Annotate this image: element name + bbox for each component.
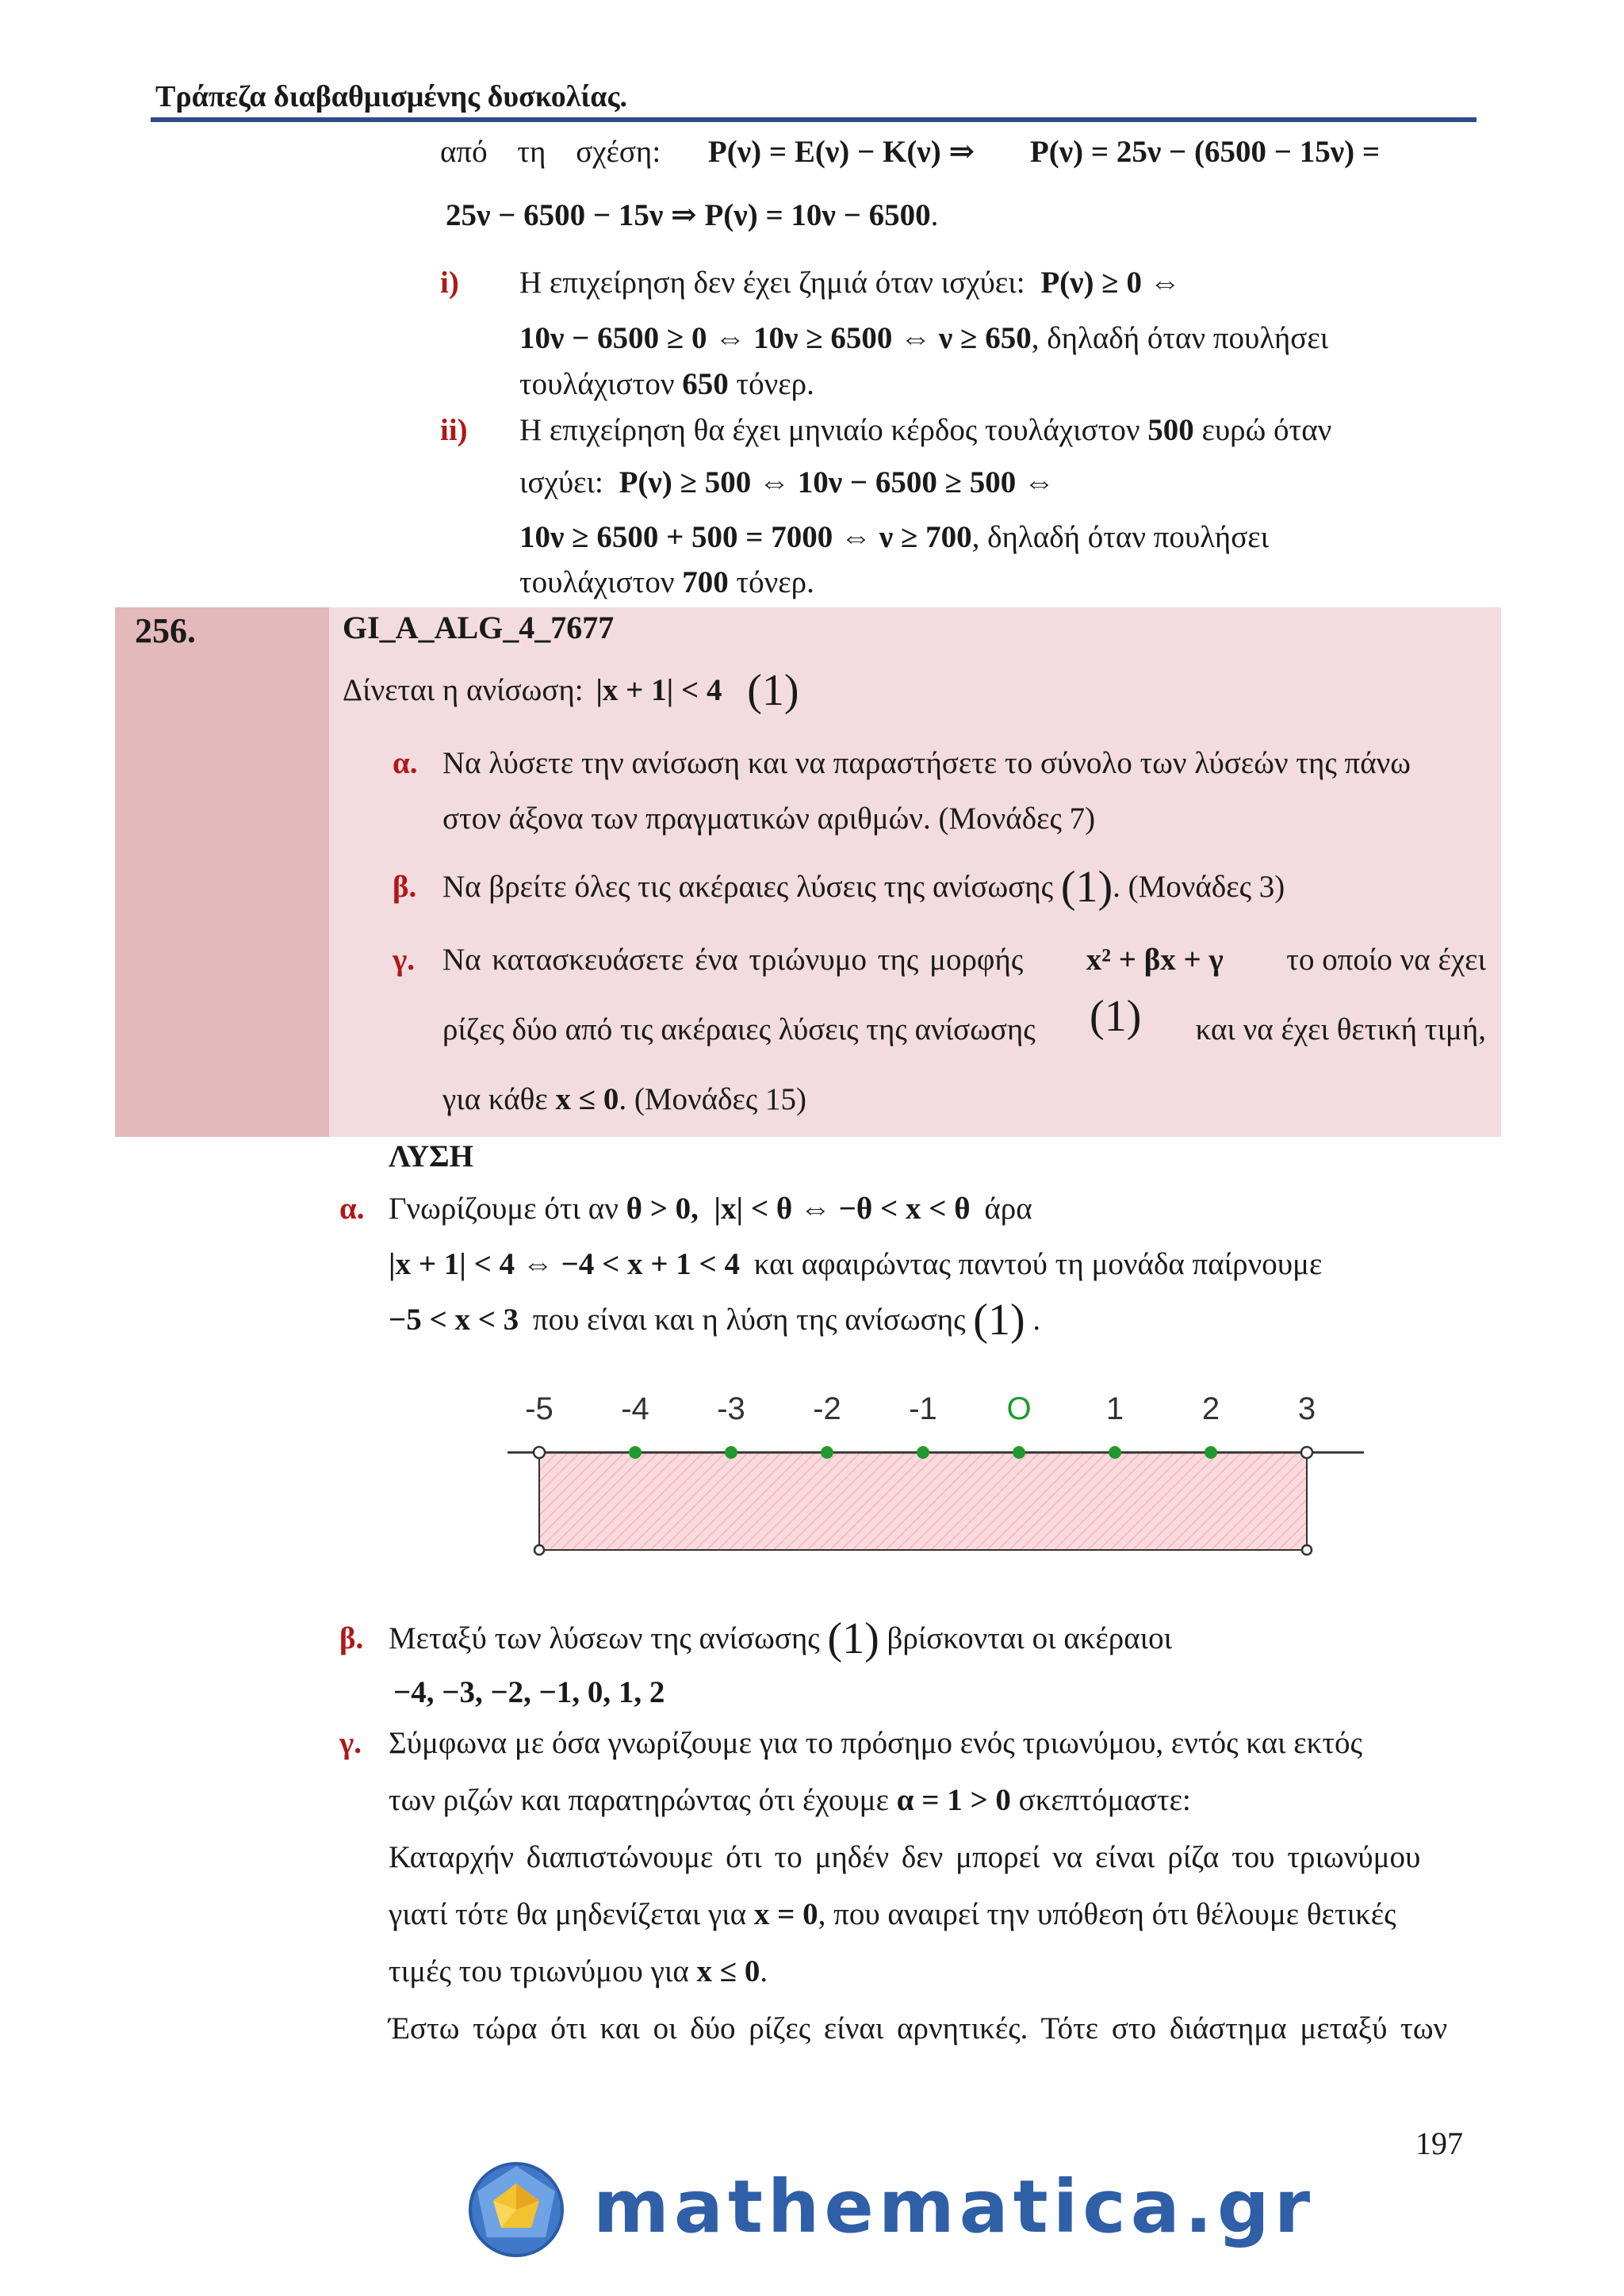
problem-number-cell (115, 607, 329, 1137)
logo-icon (466, 2160, 566, 2260)
solution-c-text-5b: . (760, 1954, 768, 1988)
solution-b-tail: βρίσκονται οι ακέραιοι (887, 1621, 1173, 1655)
solution-c-text-2b: σκεπτόμαστε: (1018, 1783, 1191, 1817)
question-c-line-2 (442, 992, 1486, 1047)
solution-c-line-1: Σύμφωνα με όσα γνωρίζουμε για το πρόσημο ενός τριωνύμου, εντός και εκτός (389, 1726, 1362, 1760)
integer-solution-point (725, 1446, 737, 1459)
solution-a-text-2: και αφαιρώντας παντού τη μονάδα παίρνουμε (753, 1247, 1323, 1281)
item-i-text: Η επιχείρηση δεν έχει ζημιά όταν ισχύει: (519, 266, 1025, 300)
open-endpoint (534, 1447, 545, 1458)
prev-line-1 (440, 133, 1487, 170)
question-b-text: Να βρείτε όλες τις ακέραιες λύσεις της ανίσωσης (442, 870, 1054, 904)
item-ii-number-2: 700 (682, 565, 729, 599)
integer-solution-point (917, 1446, 929, 1459)
item-i-line-1 (519, 265, 1181, 300)
site-logo-text: mathematica.gr (593, 2164, 1316, 2249)
item-ii-label: ii) (440, 413, 468, 447)
question-c-trinomial: x² + βx + γ (1086, 943, 1224, 977)
prev-text: από τη σχέση: (440, 135, 661, 169)
item-ii-text-4b: τόνερ. (736, 565, 814, 599)
solution-b-ref: (1) (827, 1614, 879, 1663)
problem-intro (343, 666, 799, 715)
tick-label: 2 (1201, 1391, 1220, 1426)
solution-a-text-3: που είναι και η λύση της ανίσωσης (532, 1303, 966, 1337)
question-a-line-1: Να λύσετε την ανίσωση και να παραστήσετε το σύνολο των λύσεών της πάνω (442, 746, 1411, 780)
item-i-label: i) (440, 266, 459, 300)
question-b-line (442, 863, 1285, 912)
solution-c-math-5: x ≤ 0 (696, 1954, 760, 1988)
question-b-label: β. (393, 870, 417, 904)
item-ii-line-1 (519, 412, 1331, 448)
problem-number: 256. (135, 611, 196, 650)
solution-c-line-2 (389, 1782, 1191, 1818)
header-divider (151, 117, 1477, 122)
problem-inequality: |x + 1| < 4 (596, 673, 722, 707)
prev-equation-3: 25ν − 6500 − 15ν ⇒ P(ν) = 10ν − 6500 (446, 198, 931, 232)
question-c-line-1 (442, 942, 1486, 978)
item-i-text-3b: τόνερ. (736, 367, 814, 401)
problem-code: GI_A_ALG_4_7677 (343, 610, 615, 645)
question-c-condition: x ≤ 0 (555, 1082, 619, 1116)
tick-label: -5 (525, 1391, 553, 1426)
solution-c-text-6: Έστω τώρα ότι και οι δύο ρίζες είναι αρνητικές. Τότε στο διάστημα μεταξύ των (389, 2011, 1448, 2045)
integer-solution-point (1013, 1446, 1025, 1459)
item-ii-line-3 (519, 519, 1269, 555)
solution-a-math-3: −5 < x < 3 (389, 1303, 519, 1337)
tick-label: 1 (1105, 1391, 1124, 1426)
question-c-label: γ. (393, 943, 415, 977)
solution-c-line-6 (389, 2011, 1486, 2046)
question-c-text-2a: ρίζες δύο από τις ακέραιες λύσεις της ανίσωσης (442, 1012, 1036, 1047)
solution-a-tail-1: άρα (984, 1192, 1032, 1226)
item-ii-text-b: ευρώ όταν (1201, 413, 1332, 447)
solution-a-line-1 (389, 1191, 1032, 1226)
solution-a-label: α. (339, 1192, 365, 1226)
question-a-line-2: στον άξονα των πραγματικών αριθμών. (Μονάδες 7) (442, 802, 1096, 836)
problem-ref-1: (1) (747, 666, 799, 715)
question-c-text-1a: Να κατασκευάσετε ένα τριώνυμο της μορφής (442, 943, 1024, 977)
solution-c-math-4: x = 0 (753, 1897, 818, 1931)
solution-b-integers: −4, −3, −2, −1, 0, 1, 2 (393, 1675, 665, 1709)
problem-intro-text: Δίνεται η ανίσωση: (343, 673, 584, 707)
question-c-text-1b: το οποίο να έχει (1286, 943, 1486, 977)
item-i-math: P(ν) ≥ 0 ⇔ (1040, 266, 1181, 300)
item-i-number: 650 (682, 367, 729, 401)
page-header: Τράπεζα διαβαθμισμένης δυσκολίας. (155, 80, 627, 113)
solution-a-math-1: θ > 0, |x| < θ ⇔ −θ < x < θ (626, 1192, 971, 1226)
item-ii-text: Η επιχείρηση θα έχει μηνιαίο κέρδος τουλάχιστον (519, 413, 1140, 447)
item-ii-math: P(ν) ≥ 500 ⇔ 10ν − 6500 ≥ 500 ⇔ (619, 465, 1055, 499)
question-c-ref: (1) (1090, 992, 1142, 1041)
solution-c-text-2a: των ριζών και παρατηρώντας ότι έχουμε (389, 1783, 889, 1817)
question-c-text-3b: . (Μονάδες 15) (619, 1082, 807, 1116)
integer-solution-point (1109, 1446, 1121, 1459)
solution-b-label: β. (339, 1621, 364, 1655)
integer-solution-point (1205, 1446, 1217, 1459)
question-a-label: α. (393, 746, 418, 780)
item-i-line-3 (519, 366, 814, 402)
item-ii-text-3: , δηλαδή όταν πουλήσει (971, 520, 1270, 554)
item-i-text-2: , δηλαδή όταν πουλήσει (1031, 321, 1329, 355)
integer-solution-point (821, 1446, 833, 1459)
solution-c-text-4b: , που αναιρεί την υπόθεση ότι θέλουμε θετικές (818, 1897, 1396, 1931)
tick-label: -4 (621, 1391, 649, 1426)
solution-a-text-1: Γνωρίζουμε ότι αν (389, 1192, 619, 1226)
integer-solution-point (629, 1446, 642, 1459)
question-b-ref: (1) (1060, 863, 1113, 912)
item-ii-line-4 (519, 564, 814, 600)
tick-label: -1 (909, 1391, 937, 1426)
open-endpoint (1301, 1447, 1312, 1458)
tick-label: O (1006, 1391, 1032, 1426)
solution-c-text-5a: τιμές του τριωνύμου για (389, 1954, 689, 1988)
solution-c-line-5 (389, 1954, 768, 1989)
question-c-text-3a: για κάθε (442, 1082, 548, 1116)
item-ii-text-4a: τουλάχιστον (519, 565, 675, 599)
solution-c-line-4 (389, 1896, 1486, 1932)
item-ii-line-2 (519, 465, 1055, 500)
prev-period: . (930, 198, 939, 232)
solution-a-ref: (1) (973, 1295, 1025, 1345)
solution-c-text-4a: γιατί τότε θα μηδενίζεται για (389, 1897, 747, 1931)
question-c-text-2b: και να έχει θετική τιμή, (1195, 1012, 1486, 1047)
item-i-math-2: 10ν − 6500 ≥ 0 ⇔ 10ν ≥ 6500 ⇔ ν ≥ 650 (519, 321, 1032, 355)
question-c-line-3 (442, 1081, 806, 1117)
tick-label: 3 (1297, 1391, 1316, 1426)
solution-b-text: Μεταξύ των λύσεων της ανίσωσης (389, 1621, 820, 1655)
item-i-line-2 (519, 320, 1328, 356)
item-ii-math-2: 10ν ≥ 6500 + 500 = 7000 ⇔ ν ≥ 700 (519, 520, 972, 554)
solution-a-line-3 (389, 1295, 1041, 1345)
solution-c-label: γ. (339, 1726, 362, 1760)
item-ii-text-2: ισχύει: (519, 465, 603, 499)
prev-line-2 (446, 197, 938, 233)
solution-interval-region (539, 1452, 1307, 1550)
solution-a-math-2: |x + 1| < 4 ⇔ −4 < x + 1 < 4 (389, 1247, 741, 1281)
corner-point (534, 1545, 544, 1555)
prev-equation-1: P(ν) = E(ν) − K(ν) ⇒ (707, 135, 975, 169)
solution-c-text-3: Καταρχήν διαπιστώνουμε ότι το μηδέν δεν μπορεί να είναι ρίζα του τριωνύμου (389, 1840, 1421, 1874)
tick-label: -2 (813, 1391, 841, 1426)
item-i-text-3a: τουλάχιστον (519, 367, 675, 401)
solution-title: ΛΥΣΗ (389, 1139, 473, 1173)
solution-a-end: . (1032, 1303, 1041, 1337)
solution-b-line-1 (389, 1614, 1173, 1663)
corner-point (1302, 1545, 1312, 1555)
solution-c-line-3 (389, 1839, 1486, 1875)
tick-label: -3 (717, 1391, 745, 1426)
solution-c-math-2: α = 1 > 0 (896, 1783, 1011, 1817)
solution-a-line-2 (389, 1246, 1322, 1282)
item-ii-number: 500 (1147, 413, 1194, 447)
question-b-tail: . (Μονάδες 3) (1113, 870, 1285, 904)
prev-equation-2: P(ν) = 25ν − (6500 − 15ν) = (1029, 135, 1381, 169)
number-line-figure (492, 1372, 1380, 1570)
page-number: 197 (1415, 2126, 1463, 2161)
